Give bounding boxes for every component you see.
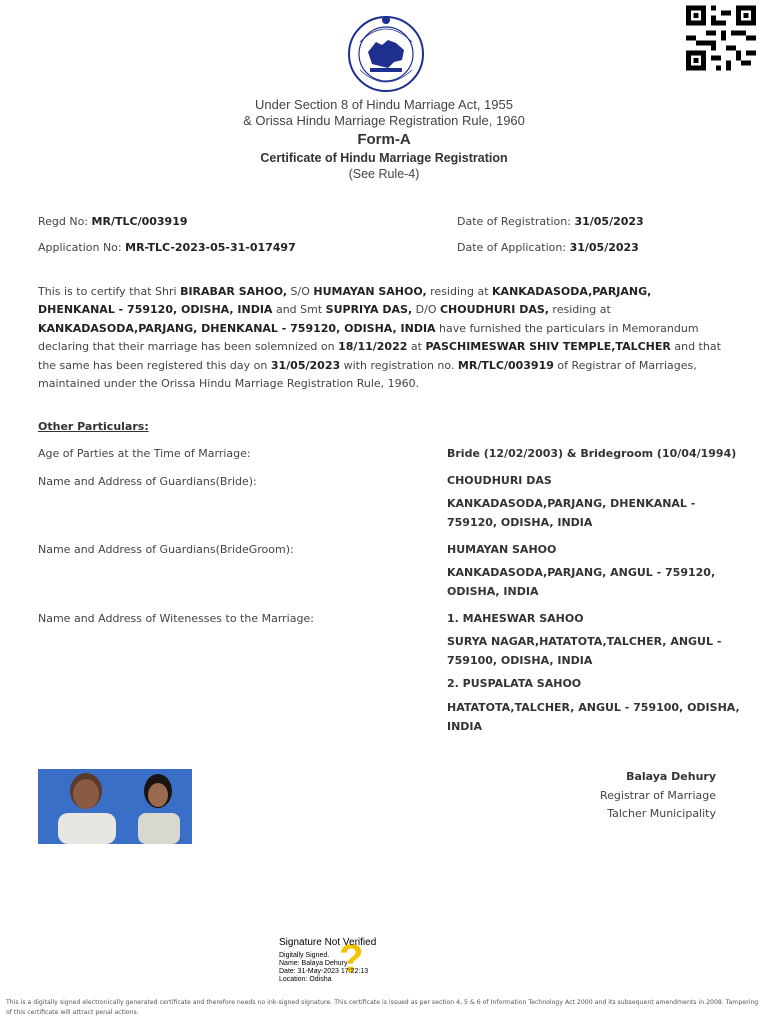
- rule-reference: & Orissa Hindu Marriage Registration Rule, 1960: [243, 113, 525, 128]
- signature-line: Name: Balaya Dehury: [279, 960, 348, 967]
- form-title: Form-A: [357, 131, 411, 148]
- regd-no: [38, 215, 188, 229]
- registration-number: MR/TLC/003919: [457, 358, 554, 372]
- groom-father-name: HUMAYAN SAHOO,: [313, 285, 427, 298]
- digital-signature-block: [279, 937, 429, 987]
- registrar-office: Talcher Municipality: [607, 807, 716, 820]
- witness1-name: 1. MAHESWAR SAHOO: [447, 612, 584, 625]
- registrar-name: Balaya Dehury: [626, 770, 716, 783]
- rule-note: (See Rule-4): [348, 167, 420, 181]
- marriage-venue: PASCHIMESWAR SHIV TEMPLE,TALCHER: [425, 340, 671, 354]
- qr-code: [686, 5, 756, 71]
- signature-status: Signature Not Verified: [279, 937, 377, 948]
- date-of-registration: [457, 215, 644, 229]
- witness2-name: 2. PUSPALATA SAHOO: [447, 677, 582, 690]
- groom-name: BIRABAR SAHOO,: [180, 285, 288, 298]
- guardian-bride-name: CHOUDHURI DAS: [447, 474, 552, 487]
- question-mark-icon: ?: [339, 937, 364, 981]
- footer-disclaimer: This is a digitally signed electronically generated certificate and therefore needs no ink-signed signature. This certificate is issued as per section 4, 5 & 6 of Information Technology Act 2000 and its subsequent amendments in 2008. Tampering of this certificate will attract penal actions.: [6, 999, 759, 1016]
- guardian-groom-address: KANKADASODA,PARJANG, ANGUL - 759120, ODISHA, INDIA: [447, 566, 716, 598]
- regd-no-value: MR/TLC/003919: [91, 215, 188, 228]
- witness-label: Name and Address of Witenesses to the Marriage:: [38, 612, 314, 625]
- bride-father-name: CHOUDHURI DAS,: [439, 303, 549, 317]
- signature-line: Date: 31-May-2023 17:22:13: [279, 968, 369, 975]
- registrar-title: Registrar of Marriage: [599, 789, 716, 802]
- guardian-bride-label: Name and Address of Guardians(Bride):: [38, 475, 257, 488]
- registered-on-date: 31/05/2023: [270, 358, 341, 372]
- marriage-date: 18/11/2022: [338, 340, 408, 354]
- age-label: Age of Parties at the Time of Marriage:: [38, 447, 251, 460]
- bride-address: KANKADASODA,PARJANG, DHENKANAL - 759120, ODISHA, INDIA: [38, 321, 436, 335]
- application-no: [38, 241, 296, 255]
- signature-line: Digitally Signed.: [279, 952, 330, 959]
- date-of-application-label: Date of Application:: [457, 241, 567, 254]
- act-reference: Under Section 8 of Hindu Marriage Act, 1955: [255, 97, 513, 112]
- regd-no-label: Regd No:: [38, 215, 89, 228]
- certification-paragraph: This is to certify that Shri BIRABAR SAHOO, S/O HUMAYAN SAHOO, residing at KANKADASODA,PARJANG, DHENKANAL - 759120, ODISHA, INDIA and Smt SUPRIYA DAS, D/O CHOUDHURI DAS, residing at KANKADASODA,PARJANG, DHENKANAL - 759120, ODISHA, INDIA have furnished the particulars in Memorandum declaring that their marriage has been solemnized on 18/11/2022 at PASCHIMESWAR SHIV TEMPLE,TALCHER and that the same has been registered this day on 31/05/2023 with registration no. MR/TLC/003919 of Registrar of Marriages, maintained under the Orissa Hindu Marriage Registration Rule, 1960.: [38, 285, 721, 391]
- certificate-title: Certificate of Hindu Marriage Registration: [260, 151, 508, 165]
- witness2-address: HATATOTA,TALCHER, ANGUL - 759100, ODISHA, INDIA: [447, 701, 740, 733]
- application-no-value: MR-TLC-2023-05-31-017497: [125, 241, 296, 254]
- guardian-groom-label: Name and Address of Guardians(BrideGroom):: [38, 543, 294, 556]
- witness1-address: SURYA NAGAR,HATATOTA,TALCHER, ANGUL - 759100, ODISHA, INDIA: [447, 635, 722, 667]
- rule-year: 1960: [387, 377, 416, 391]
- bride-name: SUPRIYA DAS,: [325, 303, 413, 317]
- date-of-registration-label: Date of Registration:: [457, 215, 571, 228]
- guardian-groom-name: HUMAYAN SAHOO: [447, 543, 557, 556]
- age-value: Bride (12/02/2003) & Bridegroom (10/04/1994): [447, 447, 737, 460]
- application-no-label: Application No:: [38, 241, 122, 254]
- other-particulars-heading: Other Particulars:: [38, 420, 149, 433]
- groom-address: KANKADASODA,PARJANG, DHENKANAL - 759120, ODISHA, INDIA: [38, 285, 652, 317]
- date-of-application-value: 31/05/2023: [569, 241, 639, 254]
- date-of-registration-value: 31/05/2023: [574, 215, 644, 228]
- guardian-bride-address: KANKADASODA,PARJANG, DHENKANAL - 759120, ODISHA, INDIA: [447, 497, 696, 529]
- signature-line: Location: Odisha: [279, 976, 332, 983]
- date-of-application: [457, 241, 639, 255]
- couple-photo: [38, 769, 192, 844]
- odisha-emblem-seal: [346, 12, 426, 94]
